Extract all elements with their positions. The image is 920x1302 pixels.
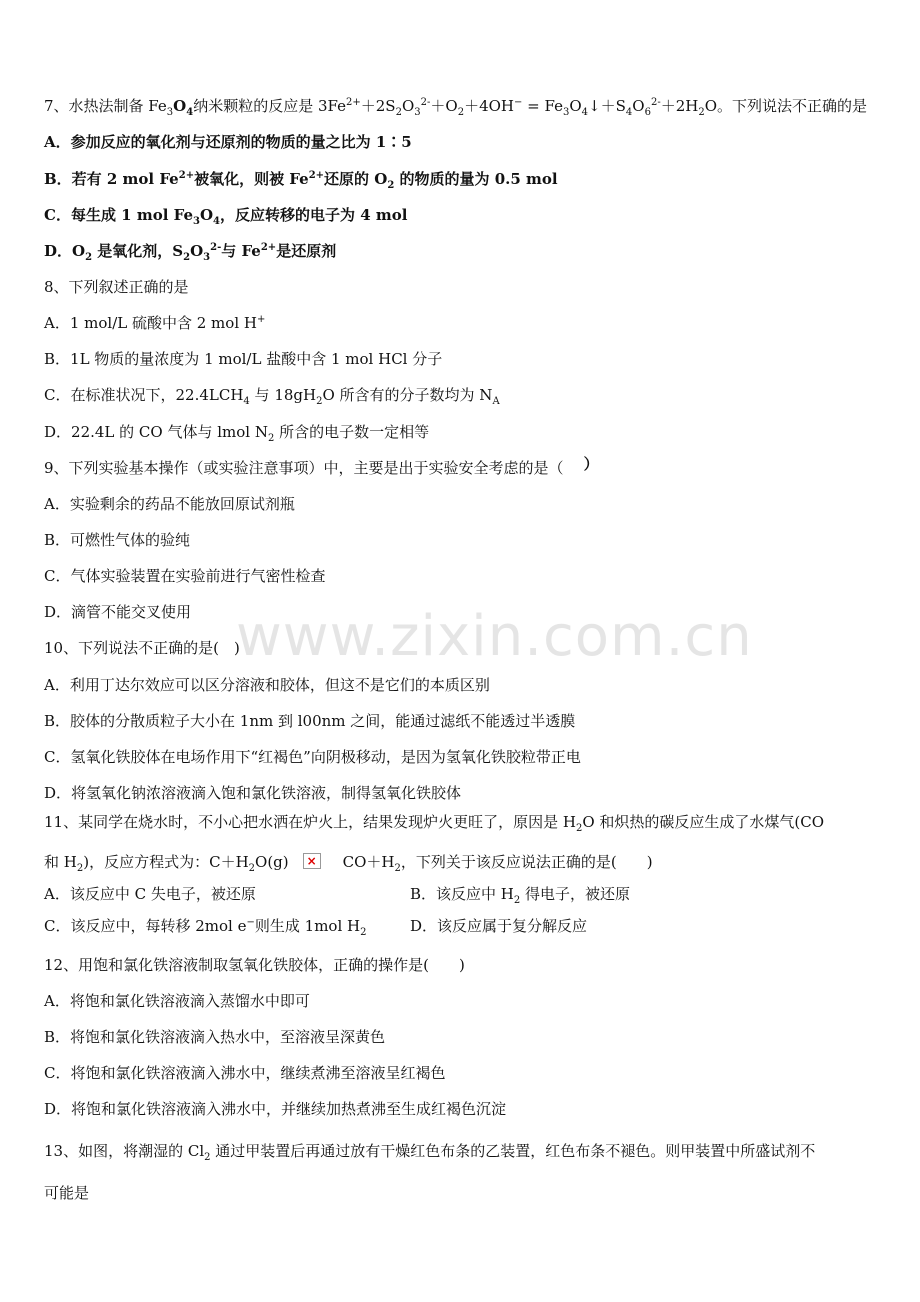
question-11-option-a: A．该反应中 C 失电子，被还原: [44, 885, 256, 903]
question-9-option-b: B．可燃性气体的验纯: [44, 531, 191, 549]
question-9-stem: 9、下列实验基本操作（或实验注意事项）中，主要是出于实验安全考虑的是（ ）: [44, 455, 599, 477]
question-9-option-a: A．实验剩余的药品不能放回原试剂瓶: [44, 495, 295, 513]
question-8-option-c: C．在标准状况下，$22.4LCH_4$ 与 $18gH_2O$ 所含有的分子数均为 $N_A$: [44, 386, 500, 407]
question-12-option-c: C．将饱和氯化铁溶液滴入沸水中，继续煮沸至溶液呈红褐色: [44, 1064, 446, 1082]
question-11-stem-line1: 11、某同学在烧水时，不小心把水洒在炉火上，结果发现炉火更旺了，原因是 $H_2O$ 和炽热的碳反应生成了水煤气(CO: [44, 813, 825, 834]
question-8-option-a: A．1 mol/L 硫酸中含 2 mol H+: [44, 314, 266, 332]
question-10-stem: 10、下列说法不正确的是( ): [44, 639, 240, 657]
question-13-stem-line2: 可能是: [44, 1184, 90, 1202]
question-7-option-b: B．若有 2 mol $Fe^{2+}$被氧化，则被 $Fe^{2+}$还原的 $O_2$ 的物质的量为 0.5 mol: [44, 170, 558, 191]
question-11-option-b: B．该反应中 $H_2$ 得电子，被还原: [410, 885, 631, 906]
question-10-option-d: D．将氢氧化钠浓溶液滴入饱和氯化铁溶液，制得氢氧化铁胶体: [44, 784, 462, 802]
question-12-option-d: D．将饱和氯化铁溶液滴入沸水中，并继续加热煮沸至生成红褐色沉淀: [44, 1100, 507, 1118]
question-10-option-b: B．胶体的分散质粒子大小在 1nm 到 l00nm 之间，能通过滤纸不能透过半透膜: [44, 712, 576, 730]
question-12-stem: 12、用饱和氯化铁溶液制取氢氧化铁胶体，正确的操作是( ): [44, 956, 465, 974]
question-11-option-c: C．该反应中，每转移 2mol e−则生成 1mol $H_2$: [44, 917, 367, 938]
question-10-option-c: C．氢氧化铁胶体在电场作用下“红褐色”向阴极移动，是因为氢氧化铁胶粒带正电: [44, 748, 581, 766]
question-9-option-c: C．气体实验装置在实验前进行气密性检查: [44, 567, 326, 585]
question-12-option-b: B．将饱和氯化铁溶液滴入热水中，至溶液呈深黄色: [44, 1028, 386, 1046]
question-7-option-a: A．参加反应的氧化剂与还原剂的物质的量之比为 1∶5: [44, 133, 412, 151]
question-8-stem: 8、下列叙述正确的是: [44, 278, 189, 296]
question-11-stem-line2: 和 $H_2$)，反应方程式为：$C+H_2O(g)\times CO+H_2$，下列关于该反应说法正确的是( ): [44, 852, 890, 872]
question-8-option-d: D．22.4L 的 CO 气体与 lmol $N_2$ 所含的电子数一定相等: [44, 423, 430, 444]
question-8-option-b: B．1L 物质的量浓度为 1 mol/L 盐酸中含 1 mol HCl 分子: [44, 350, 443, 368]
question-12-option-a: A．将饱和氯化铁溶液滴入蒸馏水中即可: [44, 992, 310, 1010]
question-9-option-d: D．滴管不能交叉使用: [44, 603, 192, 621]
question-7-option-d: D．$O_2$ 是氧化剂，$S_2O_3^{2-}$与 $Fe^{2+}$是还原剂: [44, 242, 337, 263]
question-13-stem: 13、如图，将潮湿的 $Cl_2$ 通过甲装置后再通过放有干燥红色布条的乙装置，红色布条不褪色。则甲装置中所盛试剂不: [44, 1142, 816, 1163]
watermark: www.zixin.com.cn: [236, 604, 753, 669]
question-10-option-a: A．利用丁达尔效应可以区分溶液和胶体，但这不是它们的本质区别: [44, 676, 490, 694]
question-7-option-c: C．每生成 1 mol $Fe_3O_4$，反应转移的电子为 4 mol: [44, 206, 408, 227]
question-11-option-d: D．该反应属于复分解反应: [410, 917, 588, 935]
question-11-options-ab: [44, 884, 890, 904]
broken-image-icon: [303, 853, 321, 869]
question-11-options-cd: [44, 916, 890, 936]
question-7-stem: 7、水热法制备 $Fe_3O_4$纳米颗粒的反应是 $3Fe^{2+}+2S_2O_3^{2-}+O_2+4OH^-$ = $Fe_3O_4↓+S_4O_6^{2-}+2H_2O$。下列说法不正确的是: [44, 97, 868, 118]
